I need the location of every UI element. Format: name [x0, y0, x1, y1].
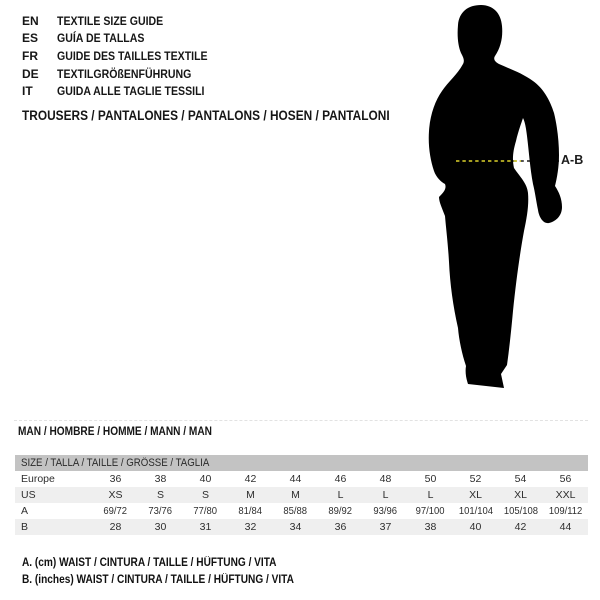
table-row-us	[15, 487, 588, 503]
language-label: TEXTILE SIZE GUIDE	[57, 13, 164, 28]
note-b-inches	[22, 572, 331, 590]
note-a-cm	[22, 554, 331, 572]
gender-heading	[18, 426, 238, 438]
table-cell: 38	[154, 473, 167, 485]
table-cell-text: 93/96	[373, 505, 398, 517]
gender-heading-text: MAN / HOMBRE / HOMME / MANN / MAN	[18, 426, 212, 438]
table-cell	[318, 503, 363, 519]
table-cell	[453, 503, 498, 519]
table-cell: 44	[559, 521, 572, 533]
size-table	[15, 455, 588, 535]
language-label: TEXTILGRÖßENFÜHRUNG	[57, 66, 192, 81]
table-cell: 32	[244, 521, 257, 533]
table-cell: 36	[334, 521, 347, 533]
table-cell-text: 105/108	[503, 505, 538, 517]
table-cell: 34	[289, 521, 302, 533]
language-label: GUIDE DES TAILLES TEXTILE	[57, 48, 208, 63]
table-cell-text: 73/76	[148, 505, 173, 517]
table-row-b-inches	[15, 519, 588, 535]
language-row-it	[22, 82, 228, 100]
table-cell-text: 97/100	[416, 505, 445, 517]
language-code: IT	[22, 84, 33, 99]
table-cell	[228, 503, 273, 519]
table-cell: L	[427, 489, 434, 501]
row-label: US	[21, 489, 36, 501]
table-cell-text: 81/84	[238, 505, 263, 517]
row-label: B	[21, 521, 29, 533]
man-silhouette-path	[429, 5, 562, 388]
table-cell-text: 85/88	[283, 505, 308, 517]
language-row-fr	[22, 47, 228, 65]
table-cell	[183, 503, 228, 519]
table-cell: 44	[289, 473, 302, 485]
table-cell: L	[337, 489, 344, 501]
table-row-europe	[15, 471, 588, 487]
measurement-notes	[22, 554, 331, 589]
language-label: GUIDA ALLE TAGLIE TESSILI	[57, 84, 205, 99]
table-cell: XL	[469, 489, 482, 501]
table-cell: 42	[514, 521, 527, 533]
table-cell: 52	[469, 473, 482, 485]
language-code: DE	[22, 66, 39, 81]
table-cell: 54	[514, 473, 527, 485]
table-cell	[498, 503, 543, 519]
table-cell: 28	[109, 521, 122, 533]
table-cell: 48	[379, 473, 392, 485]
table-cell	[93, 503, 138, 519]
note-text: B. (inches) WAIST / CINTURA / TAILLE / HÜFTUNG / VITA	[22, 574, 294, 587]
table-cell: XS	[108, 489, 123, 501]
language-row-es	[22, 30, 228, 48]
row-label: A	[21, 505, 29, 517]
table-cell	[273, 503, 318, 519]
table-cell: S	[201, 489, 209, 501]
man-silhouette	[418, 0, 588, 398]
language-row-en	[22, 12, 228, 30]
table-cell-text: 109/112	[548, 505, 583, 517]
table-cell	[138, 503, 183, 519]
table-cell	[363, 503, 408, 519]
table-cell: 40	[199, 473, 212, 485]
language-code: FR	[22, 48, 38, 63]
language-label: GUÍA DE TALLAS	[57, 31, 145, 46]
size-table-header-text: SIZE / TALLA / TAILLE / GRÖSSE / TAGLIA	[21, 457, 210, 469]
language-code: ES	[22, 31, 39, 46]
note-text: A. (cm) WAIST / CINTURA / TAILLE / HÜFTUNG / VITA	[22, 556, 277, 569]
table-cell: M	[291, 489, 300, 501]
table-cell: 50	[424, 473, 437, 485]
table-cell: 46	[334, 473, 347, 485]
language-list	[22, 12, 228, 100]
table-cell: 56	[559, 473, 572, 485]
separator-line	[14, 420, 588, 421]
size-table-header	[15, 455, 588, 471]
measure-label: A-B	[561, 153, 584, 167]
table-cell	[408, 503, 453, 519]
table-cell-text: 101/104	[458, 505, 493, 517]
language-code: EN	[22, 13, 39, 28]
table-cell: 37	[379, 521, 392, 533]
table-cell: 40	[469, 521, 482, 533]
table-cell: S	[156, 489, 164, 501]
table-cell-text: 89/92	[328, 505, 353, 517]
table-cell: M	[246, 489, 255, 501]
product-heading	[22, 108, 440, 123]
table-cell: XL	[514, 489, 527, 501]
table-cell: L	[382, 489, 389, 501]
table-cell: 36	[109, 473, 122, 485]
table-cell: 30	[154, 521, 167, 533]
table-cell-text: 69/72	[103, 505, 128, 517]
table-row-a-cm	[15, 503, 588, 519]
table-cell: 38	[424, 521, 437, 533]
table-cell: XXL	[555, 489, 576, 501]
table-cell: 42	[244, 473, 257, 485]
language-row-de	[22, 65, 228, 83]
man-silhouette-figure	[418, 0, 588, 398]
table-cell: 31	[199, 521, 212, 533]
table-cell-text: 77/80	[193, 505, 218, 517]
product-heading-text: TROUSERS / PANTALONES / PANTALONS / HOSEN / PANTALONI	[22, 108, 390, 123]
table-cell	[543, 503, 588, 519]
row-label: Europe	[21, 473, 55, 485]
